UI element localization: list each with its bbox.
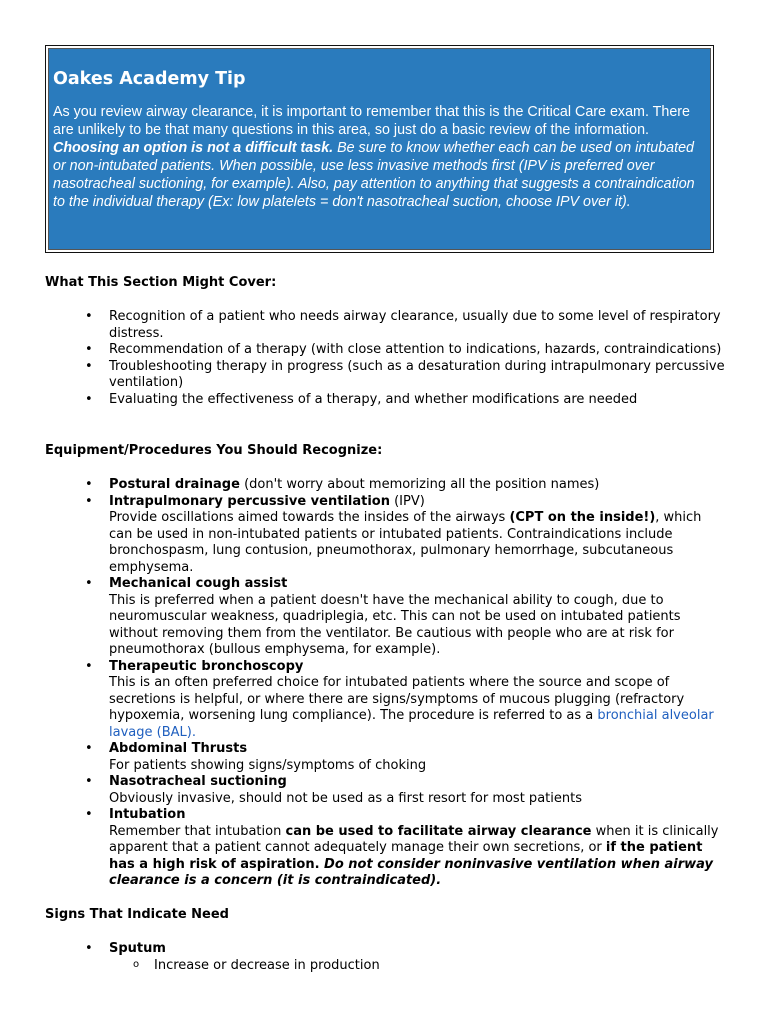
equipment-list <box>85 477 725 890</box>
bal-link[interactable]: bronchial alveolar lavage (BAL). <box>109 708 714 740</box>
tip-paragraph-2-text: Be sure to know whether each can be used on intubated or non-intubated patients. When possible, use less invasive methods first (IPV is preferred over nasotracheal suctioning, for example). Also, pay attention to anything that suggests a contraindication to the individual therapy (Ex: low platelets = don't nasotracheal suction, choose IPV over it). <box>53 140 695 210</box>
item-text: This is preferred when a patient doesn't have the mechanical ability to cough, due to neuromuscular weakness, quadriplegia, etc. This can not be used on intubated patients without removing them from the ventilator. Be cautious with people who are at risk for pneumothorax (bullous emphysema, for example). <box>109 592 681 657</box>
item-title: Postural drainage <box>109 477 240 492</box>
item-text: Provide oscillations aimed towards the insides of the airways <box>109 510 510 525</box>
item-title: Nasotracheal suctioning <box>109 774 287 789</box>
list-item: • Troubleshooting therapy in progress (such as a desaturation during intrapulmonary percussive ventilation) <box>85 359 725 392</box>
list-item-nasotracheal <box>85 774 725 807</box>
item-title: Intubation <box>109 807 186 822</box>
item-warning: Do not consider noninvasive ventilation when airway clearance is a concern (it is contraindicated). <box>109 856 713 888</box>
section-heading-cover: What This Section Might Cover: <box>45 275 277 290</box>
item-note: (don't worry about memorizing all the position names) <box>239 477 600 492</box>
section-heading-equipment: Equipment/Procedures You Should Recognize: <box>45 443 383 458</box>
item-title: Therapeutic bronchoscopy <box>109 658 304 674</box>
section-heading-signs: Signs That Indicate Need <box>45 907 229 922</box>
item-note: (IPV) <box>389 493 425 509</box>
tip-title: Oakes Academy Tip <box>53 69 246 89</box>
item-title: Abdominal Thrusts <box>109 741 248 756</box>
tip-box <box>45 45 714 253</box>
item-emphasis: can be used to facilitate airway clearance <box>285 823 592 839</box>
sub-list-item: o Increase or decrease in production <box>133 958 725 975</box>
list-item: • Recommendation of a therapy (with close attention to indications, hazards, contraindications) <box>85 342 725 359</box>
item-text: when it is clinically apparent that a patient cannot adequately manage their own secretions, or <box>109 823 719 855</box>
item-text: Obviously invasive, should not be used as a first resort for most patients <box>109 790 582 806</box>
item-text: Remember that intubation <box>109 823 286 839</box>
list-item-sputum <box>85 941 725 974</box>
item-emphasis: (CPT on the inside!) <box>509 510 656 525</box>
tip-paragraph-2 <box>53 139 706 211</box>
sub-list <box>109 958 725 975</box>
item-text: For patients showing signs/symptoms of choking <box>109 757 427 773</box>
tip-paragraph-1: As you review airway clearance, it is important to remember that this is the Critical Care exam. There are unlikely to be that many questions in this area, so just do a basic review of the information. <box>53 104 690 138</box>
tip-emphasis: Choosing an option is not a difficult task. <box>53 140 334 156</box>
item-text: , which can be used in non-intubated patients or intubated patients. Contraindications include bronchospasm, lung contusion, pneumothorax, pulmonary hemorrhage, subcutaneous emphysema. <box>109 510 702 575</box>
list-item-cough <box>85 576 725 659</box>
list-item-thrusts <box>85 741 725 774</box>
list-item-postural <box>85 477 725 494</box>
list-item-intubation <box>85 807 725 890</box>
list-item: • Evaluating the effectiveness of a therapy, and whether modifications are needed <box>85 392 725 409</box>
item-text: This is an often preferred choice for intubated patients where the source and scope of secretions is helpful, or where there are signs/symptoms of mucous plugging (refractory hypoxemia, worsening lung compliance). The procedure is referred to as a <box>109 675 685 723</box>
item-title: Sputum <box>109 941 166 956</box>
item-emphasis: if the patient has a high risk of aspiration. <box>109 840 703 872</box>
item-title: Mechanical cough assist <box>109 576 288 591</box>
signs-list <box>85 941 725 974</box>
list-item-bronchoscopy <box>85 659 725 742</box>
cover-list <box>85 309 725 408</box>
list-item-ipv <box>85 494 725 577</box>
item-title: Intrapulmonary percussive ventilation <box>109 493 390 509</box>
list-item: • Recognition of a patient who needs airway clearance, usually due to some level of respiratory distress. <box>85 309 725 342</box>
